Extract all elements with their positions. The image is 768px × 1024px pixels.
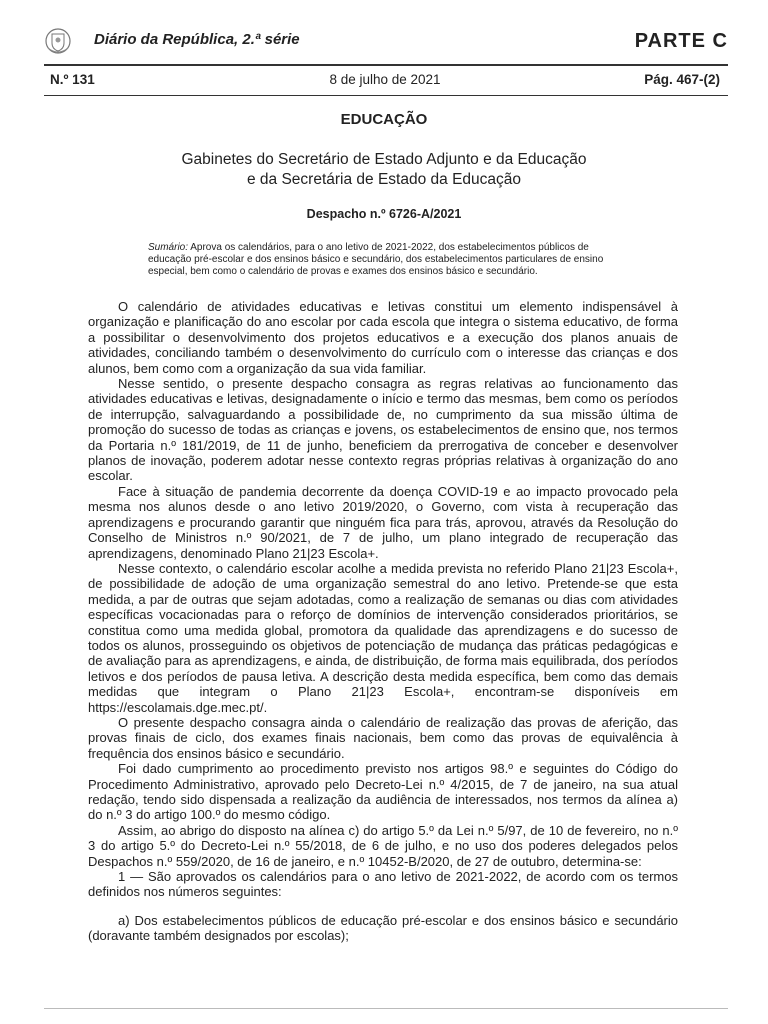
issue-date: 8 de julho de 2021 xyxy=(329,72,441,87)
list-item-a: a) Dos estabelecimentos públicos de educação pré-escolar e dos ensinos básico e secundário (doravante também designados por escolas); xyxy=(88,912,678,944)
header-divider xyxy=(44,64,728,66)
part-label: PARTE C xyxy=(634,30,728,52)
paragraph: Foi dado cumprimento ao procedimento previsto nos artigos 98.º e seguintes do Código do Procedimento Administrativo, aprovado pelo Decreto-Lei n.º 4/2015, de 7 de janeiro, na sua atual redação, tendo sido dispensada a realização da audiência de interessados, nos termos da alínea a) do n.º 3 do artigo 100.º do mesmo código. xyxy=(88,761,678,823)
page-number: Pág. 467-(2) xyxy=(644,72,720,87)
document-body xyxy=(88,299,678,944)
summary-text: Aprova os calendários, para o ano letivo de 2021-2022, dos estabelecimentos públicos de educação pré-escolar e dos ensinos básico e secundário, dos estabelecimentos particulares de ensino especial, bem como o calendário de provas e exames dos ensinos básico e secundário. xyxy=(148,242,604,277)
page-header xyxy=(44,24,728,62)
footer-divider xyxy=(44,1008,728,1009)
publication-title: Diário da República, 2.ª série xyxy=(94,31,300,48)
dispatch-title: Despacho n.º 6726-A/2021 xyxy=(306,207,462,221)
paragraph: O calendário de atividades educativas e letivas constitui um elemento indispensável à organização e planificação do ano escolar por cada escola que integra o sistema educativo, de forma a possibilitar o desenvolvimento dos projetos educativos e a execução dos planos anuais de atividades, conciliando também o desenvolvimento do currículo com o interesse das crianças e dos alunos, bem como com a organização da sua vida familiar. xyxy=(88,299,678,376)
summary-label: Sumário: xyxy=(148,242,189,253)
cabinet-heading xyxy=(0,150,768,190)
paragraph: O presente despacho consagra ainda o calendário de realização das provas de aferição, das provas finais de ciclo, dos exames finais nacionais, bem como das provas de equivalência à frequência dos ensinos básico e secundário. xyxy=(88,714,678,761)
paragraph: Assim, ao abrigo do disposto na alínea c) do artigo 5.º da Lei n.º 5/97, de 10 de fevereiro, no n.º 3 do artigo 5.º do Decreto-Lei n.º 55/2018, de 6 de julho, e no uso dos poderes delegados pelos Despachos n.º 559/2020, de 16 de janeiro, e n.º 10452-B/2020, de 27 de outubro, determina-se: xyxy=(88,822,678,869)
paragraph: Nesse sentido, o presente despacho consagra as regras relativas ao funcionamento das atividades educativas e letivas, designadamente o início e termo das mesmas, bem como os períodos de interrupção, salvaguardando a possibilidade de, no cumprimento da sua missão última de promoção do sucesso de todas as crianças e jovens, os estabelecimentos de ensino que, nos termos da Portaria n.º 181/2019, de 11 de junho, beneficiem da prerrogativa de conceber e desenvolver planos de inovação, poderem adotar nesse contexto regras próprias relativas à organização do ano escolar. xyxy=(88,376,678,484)
cabinet-line-1: Gabinetes do Secretário de Estado Adjunto e da Educação xyxy=(181,151,587,168)
summary-block xyxy=(148,242,626,278)
paragraph: 1 — São aprovados os calendários para o ano letivo de 2021-2022, de acordo com os termos definidos nos números seguintes: xyxy=(88,869,678,900)
meta-divider xyxy=(44,95,728,96)
section-title: EDUCAÇÃO xyxy=(340,111,428,128)
paragraph: Nesse contexto, o calendário escolar acolhe a medida prevista no referido Plano 21|23 Escola+, de possibilidade de adoção de uma organização semestral do ano letivo. Pretende-se que esta medida, a par de outras que sejam adotadas, como a realização de semanas ou dias com atividades específicas vocacionadas para o reforço de domínios de intervenção considerados prioritários, se constitua como uma medida global, promotora da qualidade das aprendizagens e do sucesso de todos os alunos, prosseguindo os objetivos de potenciação de mudança das práticas pedagógicas e de avaliação para as aprendizagens, e ainda, de distribuição, de forma mais equilibrada, dos períodos letivos e dos períodos de pausa letiva. A descrição desta medida específica, bem como das demais medidas que integram o Plano 21|23 Escola+, encontram-se disponíveis em https://escolamais.dge.mec.pt/. xyxy=(88,560,678,715)
coat-of-arms-icon xyxy=(44,24,72,58)
cabinet-line-2: e da Secretária de Estado da Educação xyxy=(246,171,522,188)
paragraph: Face à situação de pandemia decorrente da doença COVID-19 e ao impacto provocado pela mesma nos alunos desde o ano letivo 2019/2020, o Governo, com vista à recuperação das aprendizagens e procurando garantir que ninguém fica para trás, aprovou, através da Resolução do Conselho de Ministros n.º 90/2021, de 7 de julho, um plano integrado de recuperação das aprendizagens, denominado Plano 21|23 Escola+. xyxy=(88,483,678,561)
issue-meta xyxy=(50,72,720,94)
issue-number: N.º 131 xyxy=(50,72,95,87)
